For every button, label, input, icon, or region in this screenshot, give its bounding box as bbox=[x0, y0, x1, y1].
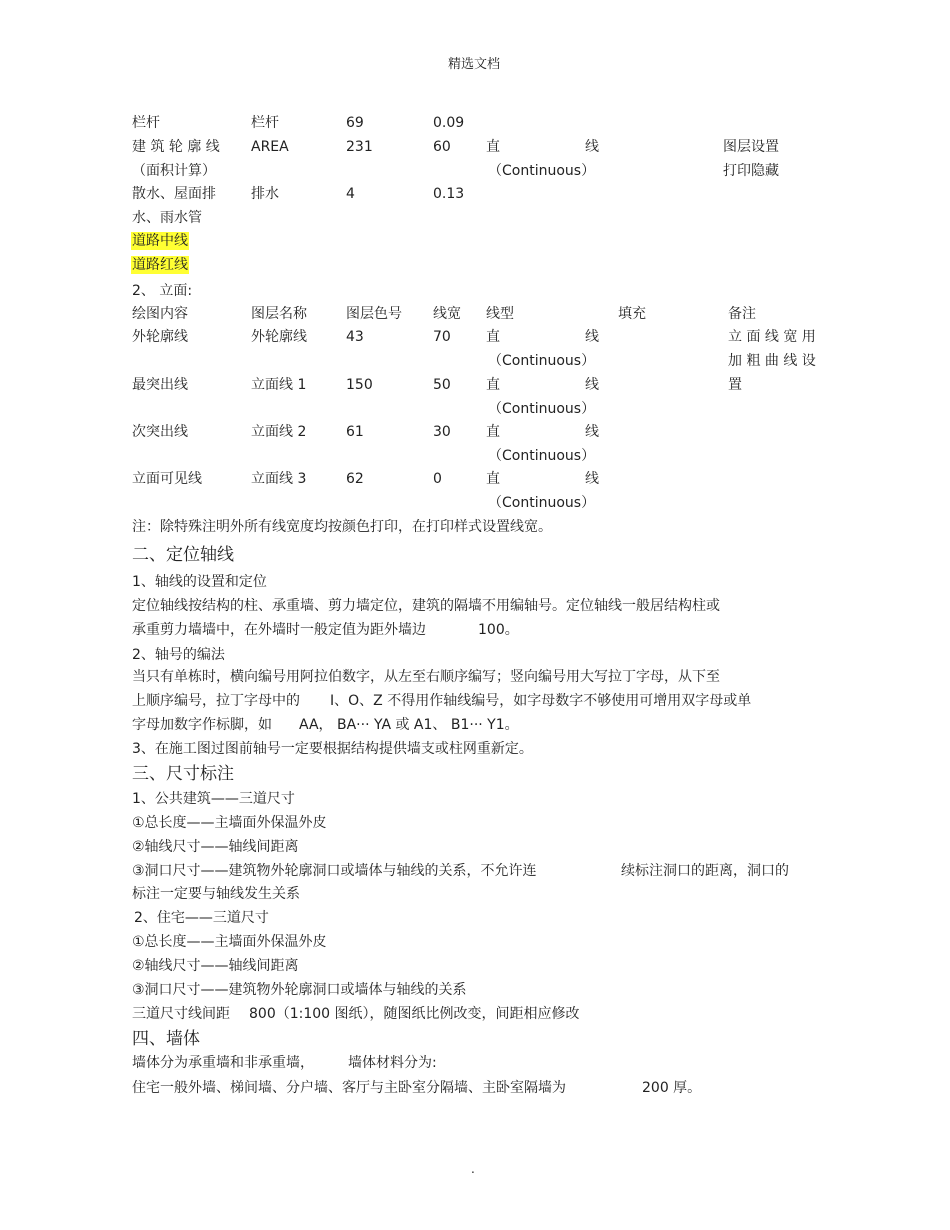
paragraph-line: 定位轴线按结构的柱、承重墙、剪力墙定位，建筑的隔墙不用编轴号。定位轴线一般居结构柱或 bbox=[132, 598, 720, 614]
cell-linetype: 直 bbox=[486, 377, 500, 393]
elevation-title: 2、 立面: bbox=[132, 283, 193, 299]
cell-color: 69 bbox=[346, 115, 364, 131]
cell-layer: 排水 bbox=[251, 186, 279, 202]
col-header-fill: 填充 bbox=[618, 306, 646, 322]
paragraph-line: 承重剪力墙墙中，在外墙时一般定值为距外墙边 bbox=[132, 622, 426, 638]
cell-remark: 立 面 线 宽 用 bbox=[728, 329, 816, 345]
paragraph-line: 住宅一般外墙、梯间墙、分户墙、客厅与主卧室分隔墙、主卧室隔墙为 bbox=[132, 1080, 566, 1096]
cell-remark: 图层设置 bbox=[723, 139, 779, 155]
section-heading: 三、尺寸标注 bbox=[132, 764, 234, 784]
paragraph-line: 800（1:100 图纸），随图纸比例改变，间距相应修改 bbox=[249, 1006, 580, 1022]
cell-linetype: 直 bbox=[486, 139, 500, 155]
cell-linetype: 直 bbox=[486, 329, 500, 345]
paragraph-line: 3、在施工图过图前轴号一定要根据结构提供墙支或柱网重新定。 bbox=[132, 741, 533, 757]
cell-color: 231 bbox=[346, 139, 373, 155]
paragraph-line: ①总长度——主墙面外保温外皮 bbox=[132, 815, 327, 831]
paragraph-line: 续标注洞口的距离，洞口的 bbox=[621, 863, 789, 879]
highlighted-text: 道路中线 bbox=[132, 233, 188, 249]
cell-remark: 加 粗 曲 线 设 bbox=[728, 353, 816, 369]
cell-content: 外轮廓线 bbox=[132, 329, 188, 345]
cell-color: 62 bbox=[346, 471, 364, 487]
cell-layer: 立面线 2 bbox=[251, 424, 307, 440]
cell-remark: 打印隐藏 bbox=[723, 163, 779, 179]
cell-width: 50 bbox=[433, 377, 451, 393]
paragraph-line: 字母加数字作标脚，如 bbox=[132, 717, 272, 733]
cell-linetype: （Continuous） bbox=[488, 163, 596, 179]
page-header: 精选文档 bbox=[448, 57, 501, 72]
paragraph-line: 200 厚。 bbox=[642, 1080, 702, 1096]
cell-width: 30 bbox=[433, 424, 451, 440]
cell-linetype: （Continuous） bbox=[488, 401, 596, 417]
col-header-content: 绘图内容 bbox=[132, 306, 188, 322]
note: 注：除特殊注明外所有线宽度均按颜色打印，在打印样式设置线宽。 bbox=[132, 519, 552, 535]
cell-content: 立面可见线 bbox=[132, 471, 202, 487]
cell-linetype: （Continuous） bbox=[488, 448, 596, 464]
cell-color: 43 bbox=[346, 329, 364, 345]
cell-content: 水、雨水管 bbox=[132, 210, 202, 226]
cell-linetype: 线 bbox=[585, 471, 599, 487]
cell-content: （面积计算） bbox=[132, 163, 216, 179]
cell-content: 栏杆 bbox=[132, 115, 160, 131]
cell-layer: 栏杆 bbox=[251, 115, 279, 131]
cell-color: 4 bbox=[346, 186, 355, 202]
paragraph-line: ②轴线尺寸——轴线间距离 bbox=[132, 958, 299, 974]
col-header-remark: 备注 bbox=[728, 306, 756, 322]
cell-color: 150 bbox=[346, 377, 373, 393]
paragraph-line: 当只有单栋时，横向编号用阿拉伯数字，从左至右顺序编写；竖向编号用大写拉丁字母，从下至 bbox=[132, 669, 720, 685]
cell-content: 最突出线 bbox=[132, 377, 188, 393]
paragraph-line: ③洞口尺寸——建筑物外轮廓洞口或墙体与轴线的关系，不允许连 bbox=[132, 863, 537, 879]
cell-linetype: 线 bbox=[585, 329, 599, 345]
paragraph-line: 上顺序编号，拉丁字母中的 bbox=[132, 693, 300, 709]
col-header-color: 图层色号 bbox=[346, 306, 402, 322]
footer-dot: . bbox=[471, 1162, 475, 1176]
cell-linetype: （Continuous） bbox=[488, 495, 596, 511]
cell-width: 0 bbox=[433, 471, 442, 487]
cell-linetype: 线 bbox=[585, 424, 599, 440]
paragraph-title: 2、住宅——三道尺寸 bbox=[134, 910, 269, 926]
paragraph-line: ③洞口尺寸——建筑物外轮廓洞口或墙体与轴线的关系 bbox=[132, 982, 467, 998]
section-heading: 四、墙体 bbox=[132, 1029, 200, 1049]
cell-color: 61 bbox=[346, 424, 364, 440]
paragraph-line: 标注一定要与轴线发生关系 bbox=[132, 886, 300, 902]
paragraph-title: 2、轴号的编法 bbox=[132, 647, 225, 663]
col-header-width: 线宽 bbox=[433, 306, 461, 322]
cell-linetype: 直 bbox=[486, 424, 500, 440]
col-header-linetype: 线型 bbox=[486, 306, 514, 322]
paragraph-line: AA， BA··· YA 或 A1、 B1··· Y1。 bbox=[299, 717, 519, 733]
paragraph-line: 墙体分为承重墙和非承重墙， bbox=[132, 1055, 314, 1071]
paragraph-line: 100。 bbox=[478, 622, 519, 638]
paragraph-line: ②轴线尺寸——轴线间距离 bbox=[132, 839, 299, 855]
cell-linetype: 线 bbox=[585, 377, 599, 393]
cell-content: 散水、屋面排 bbox=[132, 186, 216, 202]
section-heading: 二、定位轴线 bbox=[132, 545, 234, 565]
paragraph-line: 墙体材料分为: bbox=[348, 1055, 437, 1071]
cell-layer: 立面线 3 bbox=[251, 471, 307, 487]
paragraph-line: 三道尺寸线间距 bbox=[132, 1006, 230, 1022]
cell-width: 0.09 bbox=[433, 115, 465, 131]
cell-layer: AREA bbox=[251, 139, 289, 155]
paragraph-line: ①总长度——主墙面外保温外皮 bbox=[132, 934, 327, 950]
cell-width: 70 bbox=[433, 329, 451, 345]
paragraph-title: 1、公共建筑——三道尺寸 bbox=[132, 791, 295, 807]
cell-content: 次突出线 bbox=[132, 424, 188, 440]
highlighted-text: 道路红线 bbox=[132, 257, 188, 273]
cell-linetype: （Continuous） bbox=[488, 353, 596, 369]
cell-width: 60 bbox=[433, 139, 451, 155]
cell-linetype: 线 bbox=[585, 139, 599, 155]
cell-layer: 立面线 1 bbox=[251, 377, 307, 393]
cell-remark: 置 bbox=[728, 377, 742, 393]
col-header-layer: 图层名称 bbox=[251, 306, 307, 322]
paragraph-line: I、O、Z 不得用作轴线编号，如字母数字不够使用可增用双字母或单 bbox=[330, 693, 752, 709]
paragraph-title: 1、轴线的设置和定位 bbox=[132, 574, 267, 590]
cell-layer: 外轮廓线 bbox=[251, 329, 307, 345]
cell-content: 建 筑 轮 廓 线 bbox=[132, 139, 220, 155]
cell-linetype: 直 bbox=[486, 471, 500, 487]
cell-width: 0.13 bbox=[433, 186, 465, 202]
